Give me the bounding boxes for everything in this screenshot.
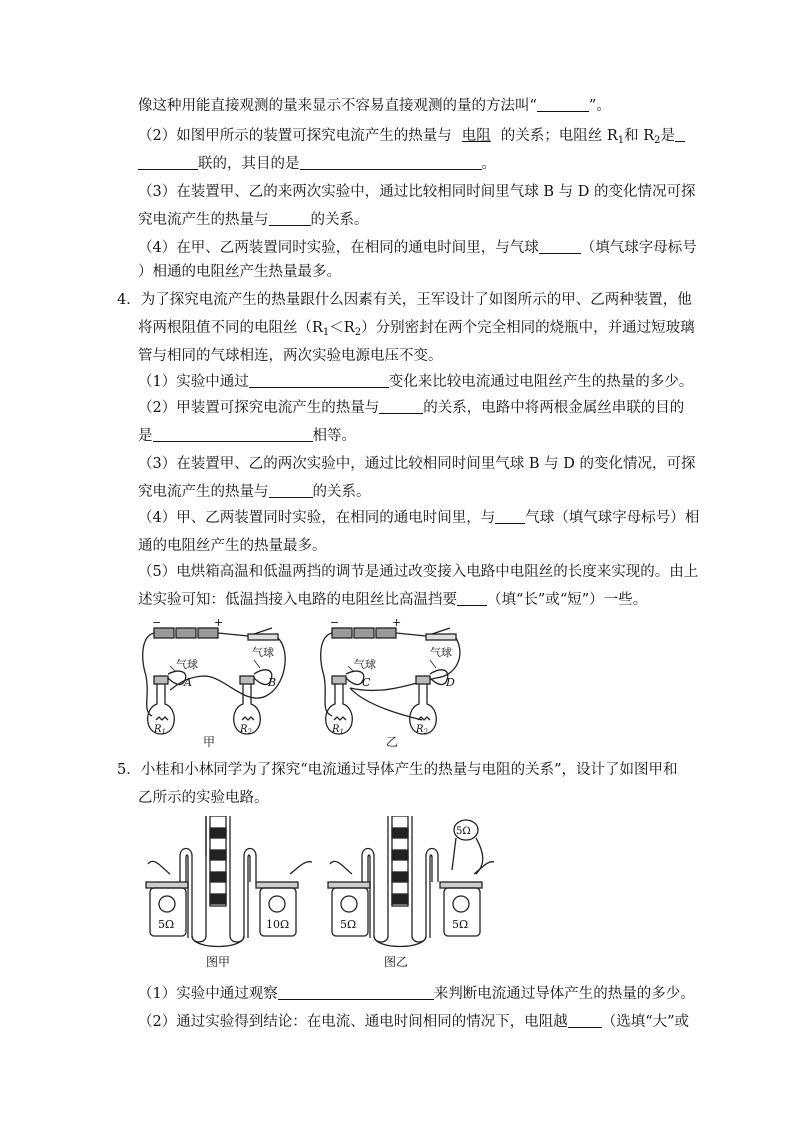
q4-line-1: 4．为了探究电流产生的热量跟什么因素有关，王军设计了如图所示的甲、乙两种装置，他 [117,292,692,308]
r2-label: $R_2$ [416,724,428,736]
u-tube [412,816,438,942]
resistance-label: 10Ω [266,918,290,931]
answer-blank[interactable] [539,239,581,254]
q3-line-7: ）相通的电阻丝产生热量最多。 [138,264,341,280]
q4-apparatus-figure [136,616,476,748]
q3-line-2: （2）如图甲所示的装置可探究电流产生的热量与 电阻 的关系；电阻丝 $R_1$和 $R_2$是 [138,126,685,146]
q3-line-6: （4）在甲、乙两装置同时实验，在相同的通电时间里，与气球 （填气球字母标号 [138,240,697,256]
scale-ruler [392,816,408,906]
q4-line-9: （4）甲、乙两装置同时实验，在相同的通电时间里，与 气球（填气球字母标号）相 [138,510,700,526]
q5-line-2: 乙所示的实验电路。 [138,790,269,806]
u-tube [362,816,388,942]
wire [143,633,154,716]
bulb [269,896,285,912]
fig-caption-jia: 甲 [203,735,216,749]
resistance-label: 5Ω [340,918,357,931]
u-tube [230,816,256,942]
r2-label: $R_2$ [240,724,252,736]
fig-caption-yi: 乙 [386,735,399,749]
q4-line-5: （2）甲装置可探究电流产生的热量与 的关系，电路中将两根金属丝串联的目的 [138,400,685,416]
q4-line-7: （3）在装置甲、乙的两次实验中，通过比较相同时间里气球 B 与 D 的变化情况，可探 [138,456,696,472]
q4-line-11: （5）电烘箱高温和低温两挡的调节是通过改变接入电路中电阻丝的长度来实现的。由上 [138,564,699,580]
q3-line-5: 究电流产生的热量与 的关系。 [138,212,369,228]
battery-pack-right [332,628,396,638]
answer-blank[interactable] [278,985,434,1000]
fig-caption-yi: 图乙 [384,955,409,969]
resistance-label: 5Ω [456,826,471,837]
plus-label: + [214,616,224,629]
q5-apparatus-figure [140,816,500,956]
wire [148,861,170,874]
u-tube [180,816,206,942]
balloon-label: 气球 [176,658,198,671]
answer-blank[interactable] [153,427,313,442]
answer-blank[interactable] [269,211,311,226]
answer-blank[interactable] [249,373,389,388]
switch-right [426,628,456,640]
q4-line-3: 管与相同的气球相连，两次实验电源电压不变。 [138,348,443,364]
lid [146,882,188,888]
answer-blank[interactable] [457,591,487,606]
balloon-c-label: C [362,676,371,689]
balloon-d-label: D [446,676,455,689]
wire [321,633,332,716]
bulb [159,896,175,912]
answer-blank[interactable] [495,509,525,524]
q3-line-4: （3）在装置甲、乙的来两次实验中，通过比较相同时间里气球 B 与 D 的变化情况可探 [138,184,696,200]
r1-label: $R_1$ [154,724,166,736]
lid [440,882,482,888]
balloon-label: 气球 [354,658,376,671]
minus-label: − [152,616,162,629]
filled-answer: 电阻 [461,128,491,144]
answer-blank[interactable] [568,1013,602,1028]
lid [328,882,370,888]
plus-label: + [392,616,402,629]
answer-blank[interactable] [269,483,313,498]
switch-left [248,628,278,640]
scale-ruler [210,816,226,906]
minus-label: − [330,616,340,629]
q4-line-6: 是 相等。 [138,428,356,444]
wire [350,688,422,720]
q5-line-3: （1）实验中通过观察 来判断电流通过导体产生的热量的多少。 [138,986,695,1002]
resistance-label: 5Ω [158,918,175,931]
wire [330,861,352,874]
balloon-a-label: A [184,676,192,689]
q4-line-10: 通的电阻丝产生的热量最多。 [138,538,327,554]
wire [290,862,312,874]
answer-blank[interactable] [300,155,482,170]
answer-blank[interactable] [537,97,589,112]
q4-line-12: 述实验可知：低温挡接入电路的电阻丝比高温挡要 （填“长”或“短”）一些。 [138,592,648,608]
lid [256,882,298,888]
bulb [341,896,357,912]
r1-label: $R_1$ [332,724,344,736]
answer-blank[interactable] [675,127,685,142]
q4-line-8: 究电流产生的热量与 的关系。 [138,484,371,500]
q5-line-4: （2）通过实验得到结论：在电流、通电时间相同的情况下，电阻越 （选填“大”或 [138,1014,690,1030]
bulb [453,896,469,912]
fig-caption-jia: 图甲 [206,955,231,969]
battery-pack-left [154,628,218,638]
answer-blank[interactable] [138,155,198,170]
balloon-label: 气球 [252,646,274,659]
balloon-label: 气球 [430,646,452,659]
resistance-label: 5Ω [452,918,469,931]
q5-line-1: 5．小桂和小林同学为了探究“电流通过导体产生的热量与电阻的关系”，设计了如图甲和 [117,762,678,778]
q3-line-1: 像这种用能直接观测的量来显示不容易直接观测的量的方法叫“ ”。 [138,98,611,114]
q4-line-4: （1）实验中通过 变化来比较电流通过电阻丝产生的热量的多少。 [138,374,694,390]
balloon-b-label: B [268,676,277,689]
q4-line-2: 将两根阻值不同的电阻丝$(R_1<R_2)$分别密封在两个完全相同的烧瓶中，并通过短玻璃 [138,320,695,338]
q3-line-3: 联的，其目的是 。 [138,154,496,174]
answer-blank[interactable] [379,399,423,414]
